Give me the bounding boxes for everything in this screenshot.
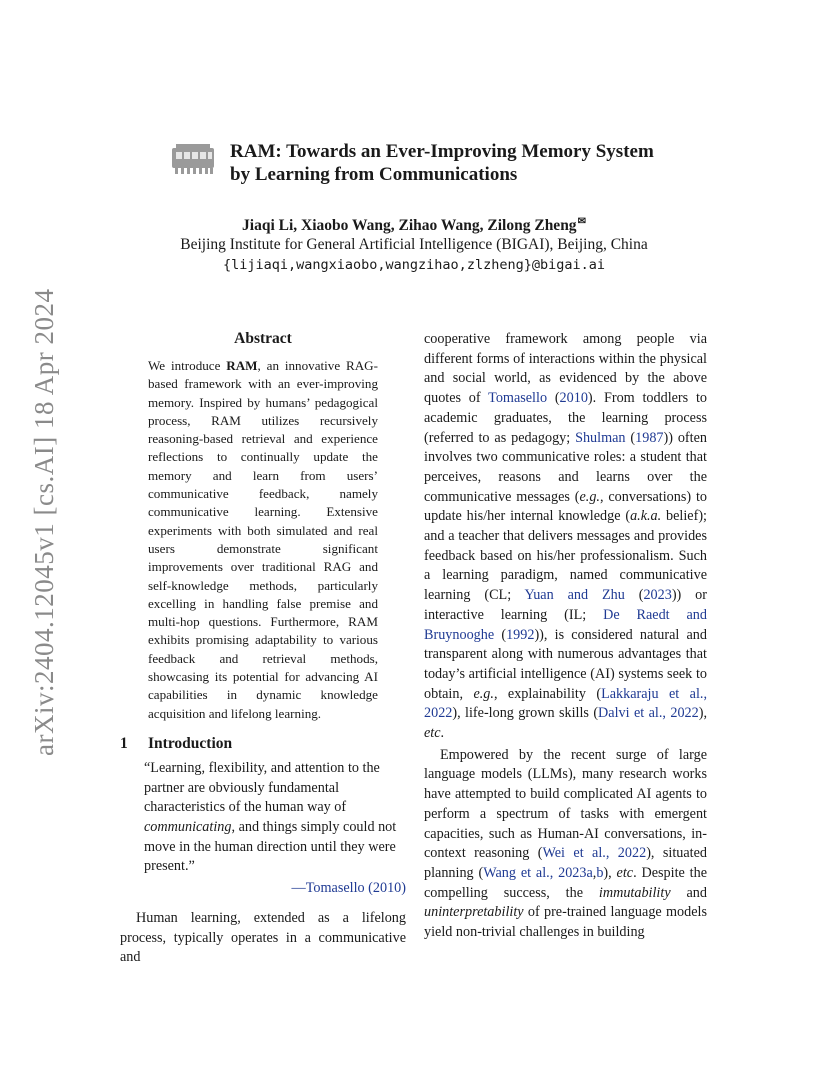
citation-link[interactable]: Tomasello (2010) — [305, 880, 406, 897]
ram-name: RAM — [226, 358, 258, 373]
section-number: 1 — [120, 734, 128, 752]
right-column — [424, 330, 707, 943]
title-line-1: RAM: Towards an Ever-Improving Memory System — [230, 141, 654, 162]
citation-link[interactable]: Tomasello — [488, 390, 548, 407]
citation-link[interactable]: Shulman — [575, 429, 626, 446]
arxiv-stamp: arXiv:2404.12045v1 [cs.AI] 18 Apr 2024 — [29, 288, 59, 756]
citation-link[interactable]: Wang et al., 2023a — [483, 864, 593, 881]
citation-link[interactable]: Yuan and Zhu — [524, 587, 625, 604]
quote-attribution: —Tomasello (2010) — [291, 880, 406, 897]
left-column — [120, 330, 406, 968]
citation-link[interactable]: Dalvi et al., 2022 — [598, 705, 699, 722]
authors — [0, 216, 828, 235]
abstract-heading: Abstract — [234, 330, 292, 347]
affiliation: Beijing Institute for General Artificial Intelligence (BIGAI), Beijing, China — [180, 236, 648, 253]
author-names: Jiaqi Li, Xiaobo Wang, Zihao Wang, Zilong Zheng — [242, 217, 577, 235]
intro-paragraph-3: Empowered by the recent surge of large language models (LLMs), many research works have attempted to build complicated AI agents to perform a spectrum of tasks with emergent capacities, such as Human-AI conversations, in-context reasoning (Wei et al., 2022), situated planning (Wang et al., 2023a,b), etc. Despite the compelling success, the immutability and uninterpretability of pre-trained language models yield non-trivial challenges in building — [424, 746, 708, 941]
paper-title — [230, 140, 690, 186]
section-title: Introduction — [148, 734, 233, 752]
citation-link[interactable]: 2023 — [643, 587, 672, 604]
abstract-text: We introduce RAM, an innovative RAG-based framework with an ever-improving memory. Inspired by humans’ pedagogical process, RAM utilizes recursively reasoning-based retrieval and experience reflections to continually update the memory and learn from users’ communicative feedback, namely communicative learning. Extensive experiments with both simulated and real users demonstrate significant improvements over traditional RAG and self-knowledge methods, particularly excelling in handling false premise and multi-hop questions. Furthermore, RAM exhibits promising adaptability to various feedback and retrieval methods, showcasing its potential for advancing AI capabilities in dynamic knowledge acquisition and lifelong learning. — [148, 358, 378, 721]
citation-link[interactable]: De Raedt and Bruynooghe — [424, 606, 707, 643]
intro-paragraph-1: Human learning, extended as a lifelong process, typically operates in a communicative and — [120, 909, 406, 966]
citation-link[interactable]: 1992 — [506, 626, 535, 643]
citation-link[interactable]: Lakkaraju et al., 2022 — [424, 685, 707, 722]
quote-text: “Learning, flexibility, and attention to the partner are obviously fundamental characteristics of the human way of communicating, and things simply could not move in the human direction until they were present.” — [144, 759, 397, 875]
citation-link[interactable]: b — [596, 864, 604, 881]
citation-link[interactable]: 1987 — [635, 429, 664, 446]
intro-paragraph-2: cooperative framework among people via different forms of interactions within the physical and social world, as evidenced by the above quotes of Tomasello (2010). From toddlers to academic graduates, the learning process (referred to as pedagogy; Shulman (1987)) often involves two communicative roles: a student that perceives, reasons and learns over the communicative messages (e.g., conversations) to update his/her internal knowledge (a.k.a. belief); and a teacher that delivers messages and provides feedback based on his/her professionalism. Such a learning paradigm, named communicative learning (CL; Yuan and Zhu (2023)) or interactive learning (IL; De Raedt and Bruynooghe (1992)), is considered natural and transparent along with numerous advantages that today’s artificial intelligence (AI) systems seek to obtain, e.g., explainability (Lakkaraju et al., 2022), life-long grown skills (Dalvi et al., 2022), etc. — [424, 331, 707, 742]
ram-memory-icon — [170, 142, 216, 176]
citation-link[interactable]: Wei et al., 2022 — [542, 845, 647, 862]
title-line-2: by Learning from Communications — [230, 164, 518, 185]
envelope-icon: ✉ — [577, 216, 586, 227]
citation-link[interactable]: 2010 — [559, 390, 588, 407]
epigraph-quote — [144, 759, 406, 899]
section-heading-introduction — [120, 735, 406, 753]
author-emails: {lijiaqi,wangxiaobo,wangzihao,zlzheng}@bigai.ai — [222, 257, 605, 273]
